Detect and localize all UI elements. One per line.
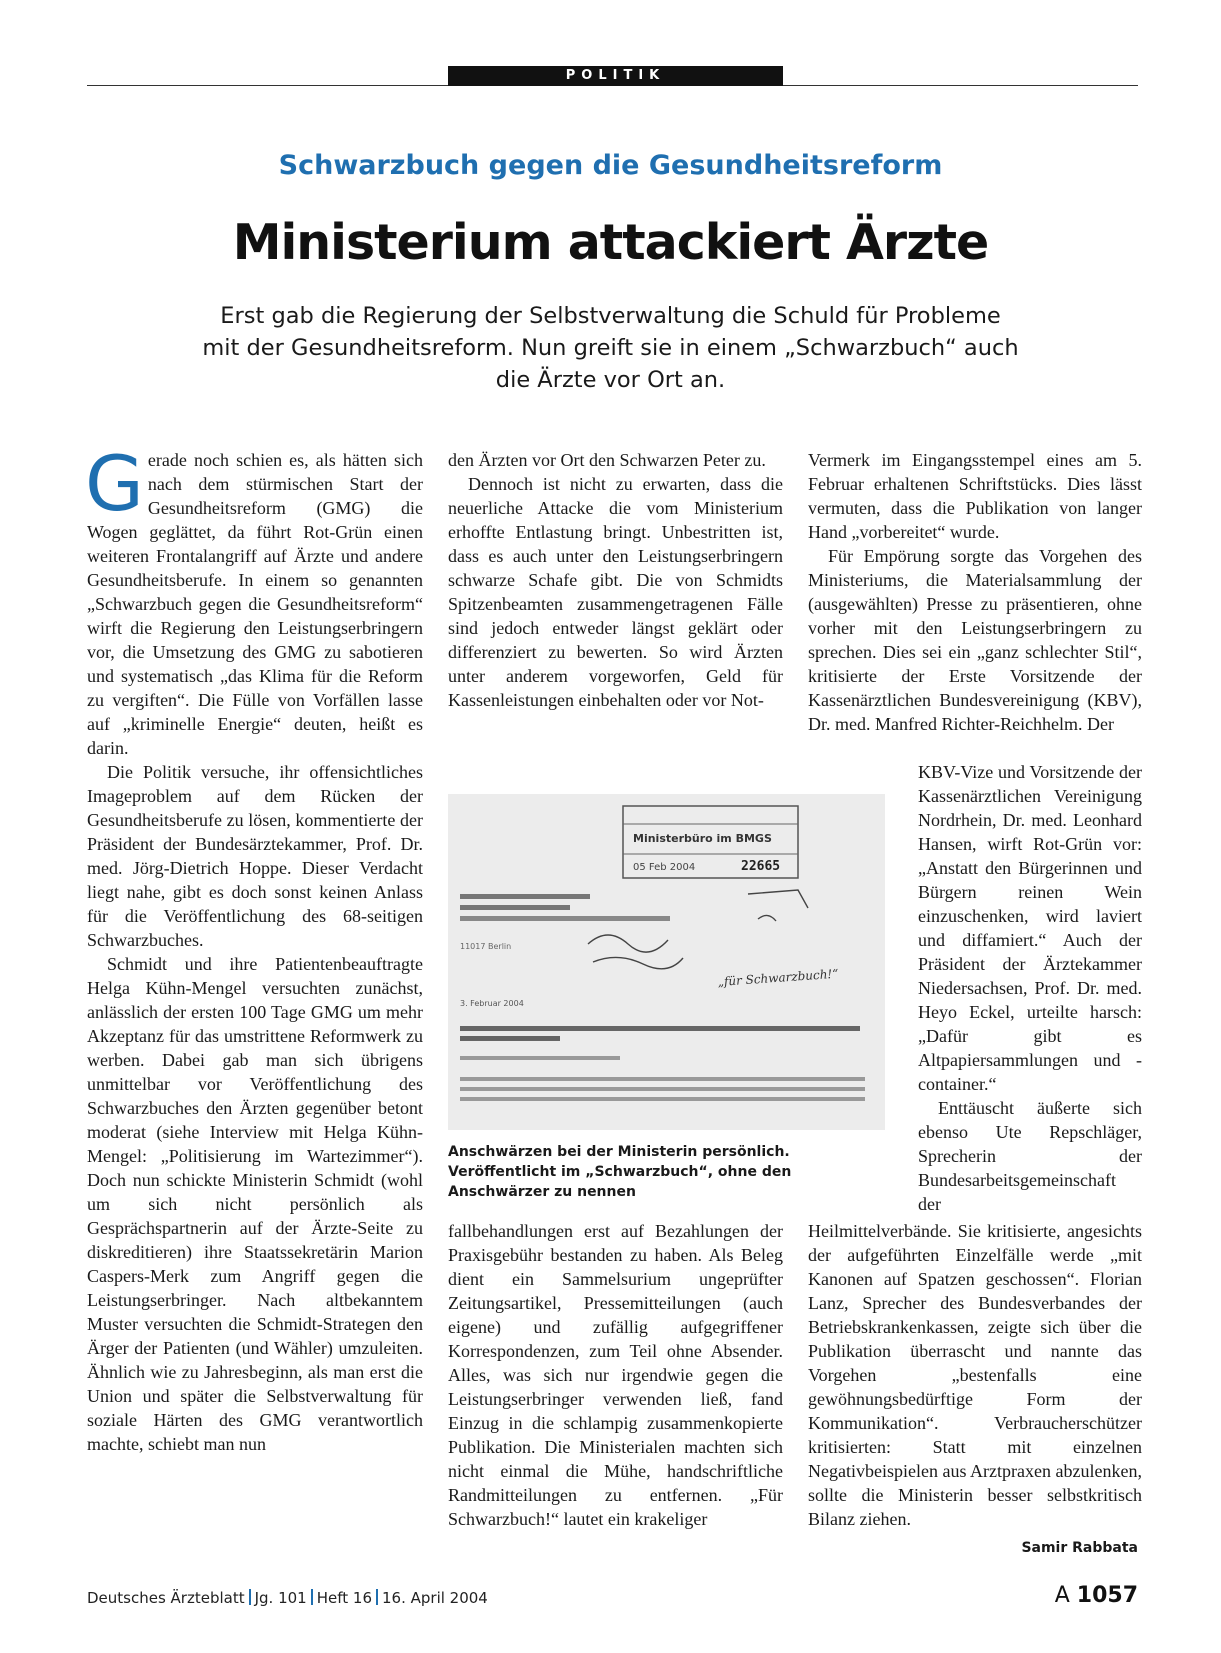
- article-kicker: Schwarzbuch gegen die Gesundheitsreform: [278, 150, 943, 181]
- paragraph: Vermerk im Eingangsstempel eines am 5. Februar erhaltenen Schriftstücks. Dies lässt vermuten, dass die Publikation von langer Hand „vorbereitet“ wurde.: [808, 450, 1142, 542]
- svg-text:11017 Berlin: 11017 Berlin: [460, 942, 512, 951]
- svg-text:Ministerbüro im BMGS: Ministerbüro im BMGS: [633, 832, 772, 845]
- drop-cap: G: [85, 439, 144, 528]
- column-1: [85, 439, 423, 1456]
- author-name: Samir Rabbata: [1021, 1540, 1138, 1556]
- journal-issue: Heft 16: [316, 1589, 372, 1607]
- paragraph: Die Politik versuche, ihr offensichtliches Imageproblem auf dem Rücken der Gesundheitsberufe zu lösen, kommentierte der Präsident der Bundesärztekammer, Prof. Dr. med. Jörg-Dietrich Hoppe. Dieser Verdacht liegt nahe, gibt es doch sonst keinen Anlass für die Veröffentlichung des 68-seitigen Schwarzbuches.: [87, 762, 423, 950]
- document-photo: [448, 794, 885, 1130]
- paragraph-text: erade noch schien es, als hätten sich nach dem stürmischen Start der Gesundheitsreform (GMG) die Wogen geglättet, da führt Rot-Grün einen weiteren Frontalangriff auf Ärzte und andere Gesundheitsberufe. In einem so genannten „Schwarzbuch gegen die Gesundheitsreform“ wirft die Regierung den Leistungserbringern vor, die Umsetzung des GMG zu sabotieren und systematisch „das Klima für die Reform zu vergiften“. Die Fülle von Vorfällen lasse auf „kriminelle Energie“ deuten, heißt es darin.: [87, 450, 423, 758]
- article-headline: Ministerium attackiert Ärzte: [232, 214, 989, 271]
- footer-separator: [311, 1589, 313, 1605]
- column-3-bottom: [808, 1219, 1142, 1531]
- journal-name: Deutsches Ärzteblatt: [87, 1589, 245, 1607]
- column-2-bottom: [448, 1219, 783, 1531]
- page-number-value: 1057: [1076, 1583, 1138, 1608]
- paragraph: Enttäuscht äußerte sich ebenso Ute Repschläger, Sprecherin der Bundesarbeitsgemeinschaft der: [918, 1098, 1142, 1214]
- journal-volume: Jg. 101: [254, 1589, 307, 1607]
- column-3-top: [808, 448, 1142, 736]
- issue-date: 16. April 2004: [382, 1589, 488, 1607]
- section-label: POLITIK: [448, 66, 783, 86]
- svg-text:05 Feb 2004: 05 Feb 2004: [633, 862, 696, 873]
- paragraph: KBV-Vize und Vorsitzende der Kassenärztlichen Vereinigung Nordrhein, Dr. med. Leonhard Hansen, wirft Rot-Grün vor: „Anstatt den Bürgerinnen und Bürgern reinen Wein einzuschenken, wird laviert und diffamiert.“ Auch der Präsident der Ärztekammer Niedersachsen, Prof. Dr. med. Heyo Eckel, urteilte harsch: „Dafür gibt es Altpapiersammlungen und -container.“: [918, 762, 1142, 1094]
- article-lead: Erst gab die Regierung der Selbstverwaltung die Schuld für Probleme mit der Gesundheitsreform. Nun greift sie in einem „Schwarzbuch“ auch die Ärzte vor Ort an.: [202, 303, 1019, 393]
- paragraph: Für Empörung sorgte das Vorgehen des Ministeriums, die Materialsammlung der (ausgewählten) Presse zu präsentieren, ohne vorher mit den Leistungserbringern zu sprechen. Dies sei ein „ganz schlechter Stil“, kritisierte der Erste Vorsitzende der Kassenärztlichen Bundesvereinigung (KBV), Dr. med. Manfred Richter-Reichhelm. Der: [808, 546, 1142, 734]
- column-2-top: [448, 448, 783, 712]
- figure-caption: Anschwärzen bei der Ministerin persönlich. Veröffentlicht im „Schwarzbuch“, ohne den Anschwärzer zu nennen: [448, 1144, 792, 1200]
- svg-text:3. Februar 2004: 3. Februar 2004: [460, 999, 524, 1008]
- paragraph: fallbehandlungen erst auf Bezahlungen der Praxisgebühr bestanden zu haben. Als Beleg dient ein Sammelsurium ungeprüfter Zeitungsartikel, Pressemitteilungen (auch eigene) und zufällig aufgegriffener Korrespondenzen, zum Teil ohne Absender. Alles, was sich nur irgendwie gegen die Leistungserbringer verwenden ließ, fand Einzug in die schlampig zusammenkopierte Publikation. Die Ministerialen machten sich nicht einmal die Mühe, handschriftliche Randmitteilungen zu entfernen. „Für Schwarzbuch!“ lautet ein krakeliger: [448, 1221, 783, 1529]
- paragraph: Heilmittelverbände. Sie kritisierte, angesichts der aufgeführten Einzelfälle werde „mit Kanonen auf Spatzen geschossen“. Florian Lanz, Sprecher des Bundesverbandes der Betriebskrankenkassen, zeigte sich über die Publikation überrascht und nannte das Vorgehen „bestenfalls eine gewöhnungsbedürftige Form der Kommunikation“. Verbraucherschützer kritisierten: Statt mit einzelnen Negativbeispielen aus Arztpraxen abzulenken, sollte die Ministerin besser selbstkritisch Bilanz ziehen.: [808, 1221, 1142, 1529]
- paragraph: den Ärzten vor Ort den Schwarzen Peter zu.: [448, 450, 766, 470]
- svg-text:22665: 22665: [741, 859, 781, 874]
- column-3-narrow: [918, 760, 1142, 1216]
- footer-separator: [376, 1589, 378, 1605]
- paragraph: Dennoch ist nicht zu erwarten, dass die neuerliche Attacke die vom Ministerium erhoffte Entlastung bringt. Unbestritten ist, dass es auch unter den Leistungserbringern schwarze Schafe gibt. Die von Schmidts Spitzenbeamten zusammengetragenen Fälle sind jedoch entweder längst geklärt oder differenziert zu bewerten. So wird Ärzten unter anderem vorgeworfen, Geld für Kassenleistungen einbehalten oder vor Not-: [448, 474, 783, 710]
- footer-separator: [249, 1589, 251, 1605]
- page-footer: [87, 1589, 488, 1607]
- svg-text:„für Schwarzbuch!“: „für Schwarzbuch!“: [717, 966, 839, 989]
- scanned-letter-graphic: [448, 794, 885, 1130]
- paragraph: [85, 439, 423, 760]
- page-prefix: A: [1054, 1583, 1070, 1608]
- page-number: [1055, 1583, 1138, 1608]
- paragraph: Schmidt und ihre Patientenbeauftragte Helga Kühn-Mengel versuchten zunächst, anlässlich der ersten 100 Tage GMG um mehr Akzeptanz für das umstrittene Reformwerk zu werben. Dabei gab man sich übrigens unmittelbar vor Veröffentlichung des Schwarzbuches den Ärzten gegenüber betont moderat (siehe Interview mit Helga Kühn-Mengel: „Politisierung im Wartezimmer“). Doch nun schickte Ministerin Schmidt (wohl um sich nicht persönlich als Gesprächspartnerin auf der Ärzte-Seite zu diskreditieren) ihre Staatssekretärin Marion Caspers-Merk zum Angriff gegen die Leistungserbringer. Nach altbekanntem Muster versuchten die Schmidt-Strategen den Ärger der Patienten (und Wähler) umzuleiten. Ähnlich wie zu Jahresbeginn, als man erst die Union und später die Selbstverwaltung für soziale Härten des GMG verantwortlich machte, schiebt man nun: [87, 954, 423, 1454]
